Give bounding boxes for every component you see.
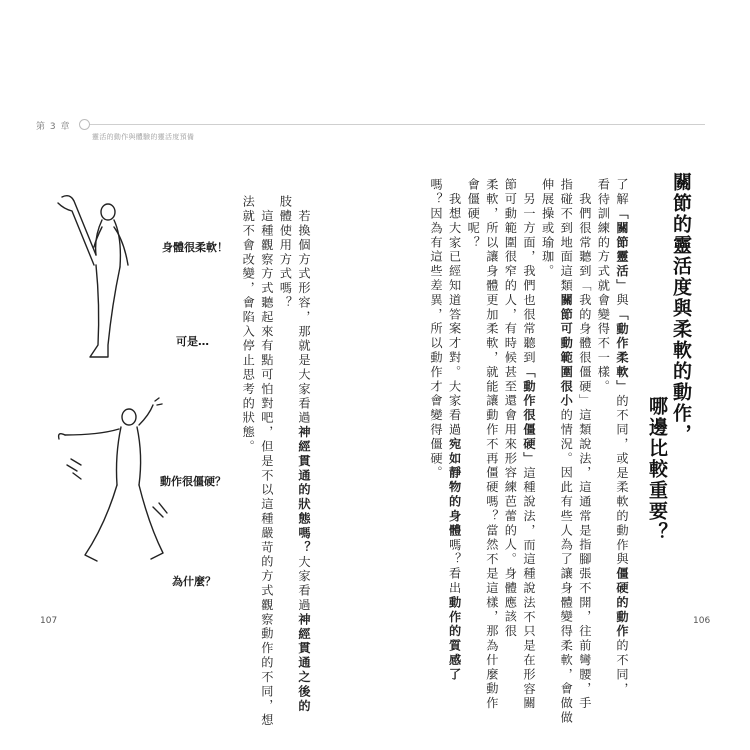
emphasis-text: 動作的質感了 (447, 595, 462, 683)
left-page-column (240, 195, 257, 454)
body-text: 法就不會改變，會陷入停止思考的狀態。 (241, 195, 256, 455)
right-page-column (465, 178, 482, 250)
emphasis-text: 神經貫通的狀態嗎？ (297, 425, 311, 556)
left-page-column (277, 195, 294, 310)
body-text: 我想大家已經知道答案才對。大家看過 (447, 178, 462, 438)
emphasis-text: 關節可動範圍很小 (559, 293, 574, 409)
emphasis-text: 「關節靈活」 (615, 206, 629, 294)
body-text: 另一方面，我們也很常聽到 (522, 178, 536, 366)
caption-but: 可是… (176, 335, 209, 348)
body-text: 嗎？看出 (447, 538, 462, 596)
right-page-column (502, 178, 519, 639)
right-page-column (540, 178, 557, 279)
flexible-figure-illustration (50, 185, 160, 375)
page-number-left: 107 (40, 616, 58, 626)
body-text: 會僵硬呢？ (466, 178, 481, 250)
body-text: 了解 (615, 178, 629, 207)
right-page-column (428, 178, 445, 480)
section-title-line-2: 哪邊比較重要？ (646, 396, 668, 543)
body-text: 這種說法，而這種說法不只是在形容關 (522, 466, 536, 711)
emphasis-text: 僵硬的動作 (615, 566, 629, 639)
caption-flexible: 身體很柔軟！ (162, 241, 228, 254)
body-text: 大家看過 (297, 555, 311, 613)
right-page-column (484, 178, 501, 711)
chapter-label: 第 3 章 (36, 122, 71, 132)
body-text: 與 (615, 293, 629, 308)
running-head: 靈活的動作與體驗的靈活度預備 (92, 133, 195, 141)
right-page-column (447, 178, 464, 682)
body-text: 若換個方式形容，那就是大家看過 (297, 195, 311, 426)
right-page-column (577, 178, 594, 711)
body-text: 的情況。因此有些人為了讓身體變得柔軟，會做做 (559, 408, 574, 726)
body-text: 我們很常聽到「我的身體很僵硬」這類說法，這通常是指腳張不開，往前彎腰，手 (577, 178, 592, 711)
header-circle-icon (79, 119, 90, 130)
right-page-column (521, 178, 538, 711)
left-page-column (296, 195, 313, 713)
right-page-column (595, 178, 612, 394)
caption-why: 為什麼？ (172, 575, 216, 588)
body-text: 的不同，或是柔軟的動作與 (615, 394, 629, 567)
left-page-column (259, 195, 276, 728)
emphasis-text: 「動作很僵硬」 (522, 365, 536, 467)
body-text: 節可動範圍很窄的人，有時候甚至還會用來形容練芭蕾的人。身體應該很 (503, 178, 518, 639)
right-page-column (614, 178, 631, 696)
caption-stiff: 動作很僵硬？ (160, 475, 226, 488)
emphasis-text: 宛如靜物的身體 (447, 437, 462, 539)
section-title-line-1: 關節的靈活度與柔軟的動作， (670, 172, 692, 445)
emphasis-text: 神經貫通之後的 (297, 612, 311, 714)
body-text: 伸展操或瑜珈。 (540, 178, 555, 279)
body-text: 嗎？因為有這些差異，所以動作才會變得僵硬。 (429, 178, 443, 481)
body-text: 的不同， (615, 638, 629, 697)
body-text: 看待訓練的方式就會變得不一樣。 (596, 178, 611, 394)
page-number-right: 106 (693, 616, 711, 626)
emphasis-text: 「動作柔軟」 (615, 307, 629, 395)
body-text: 柔軟，所以讓身體更加柔軟，就能讓動作不再僵硬嗎？當然不是這樣，那為什麼動作 (484, 178, 499, 711)
body-text: 這種觀察方式聽起來有點可怕對吧，但是不以這種嚴苛的方式觀察動作的不同，想 (259, 195, 274, 728)
right-page-column (558, 178, 575, 725)
body-text: 指碰不到地面這類 (559, 178, 574, 294)
header-rule (82, 124, 705, 125)
body-text: 肢體使用方式嗎？ (278, 195, 293, 311)
